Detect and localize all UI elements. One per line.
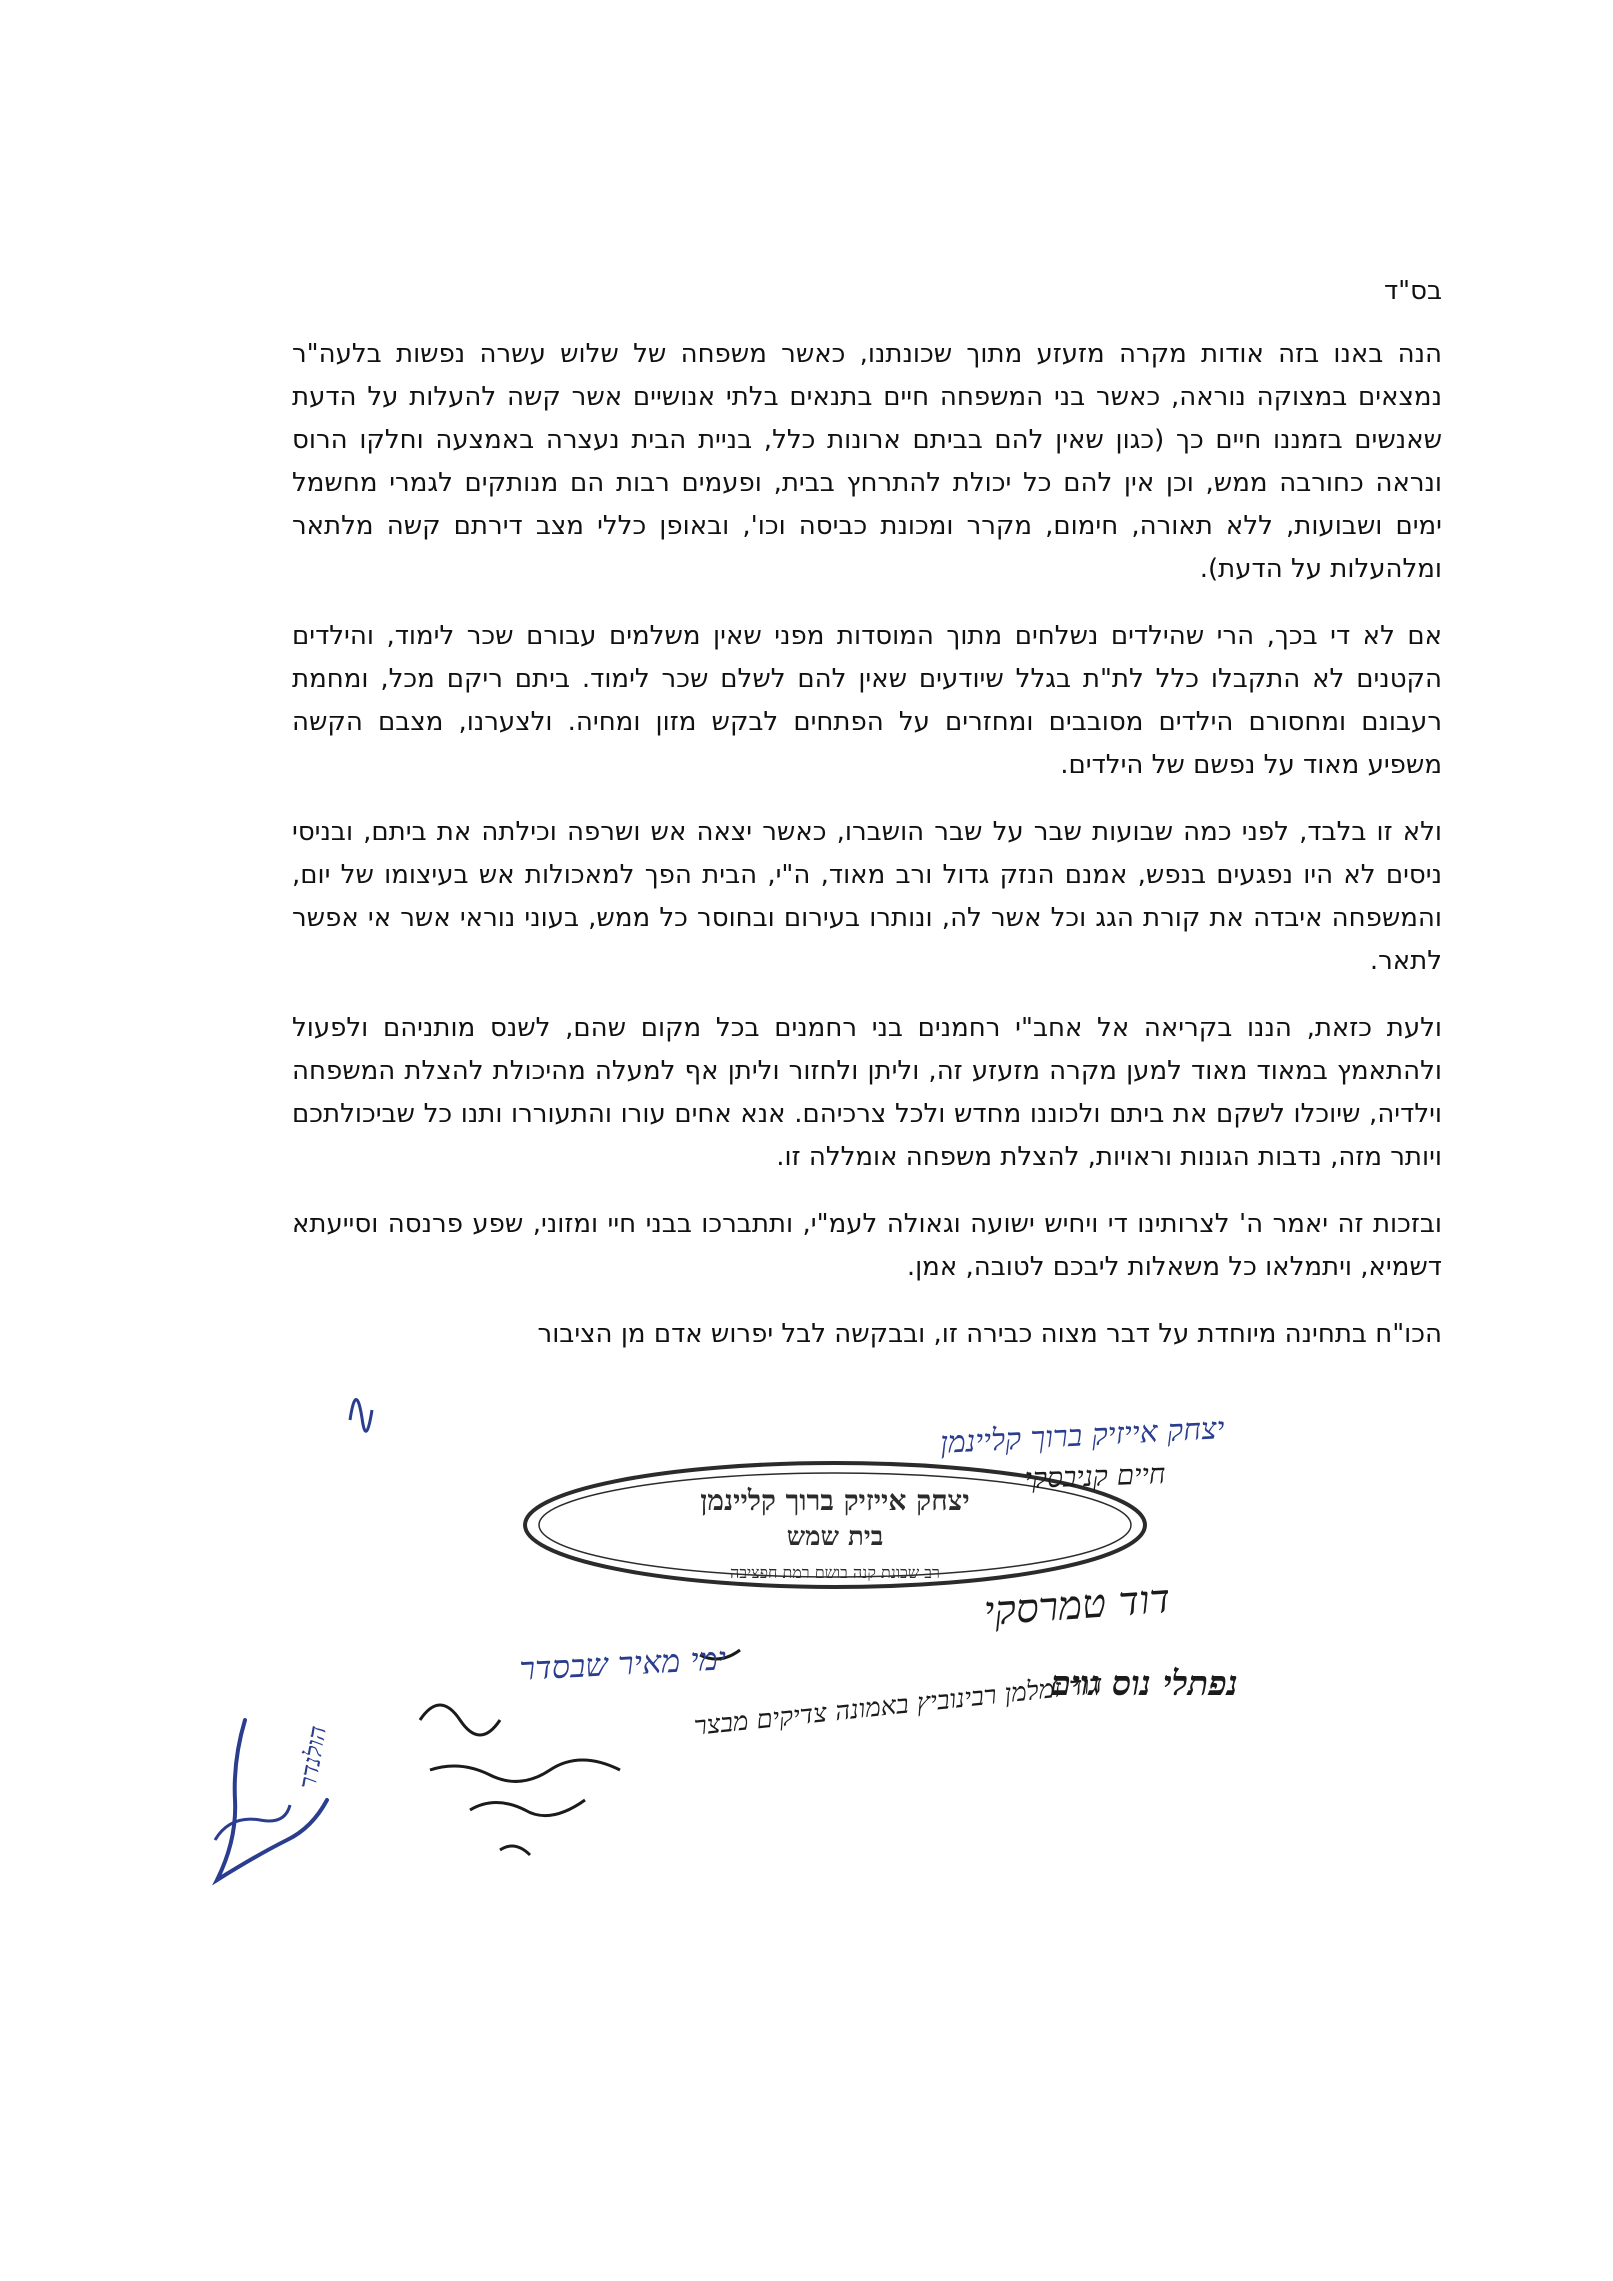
paragraph-5: ובזכות זה יאמר ה' לצרותינו די ויחיש ישועה וגאולה לעמ"י, ותתברכו בבני חיי ומזוני, שפע פרנסה וסייעתא דשמיא, ויתמלאו כל משאלות ליבכם לטובה, אמן. [292,1209,1442,1282]
signature-meir [518,1639,727,1688]
signature-kanievsky [1024,1457,1166,1495]
closing-line: הכו"ח בתחינה מיוחדת על דבר מצוה כבירה זו, ובבקשה לבל יפרוש אדם מן הציבור [537,1319,1442,1349]
signature-hollander [215,1720,332,1880]
signature-kleinman-text: יצחק אייזיק ברוך קליינמן [939,1411,1226,1461]
signature-kleinman-handwritten [350,1399,1226,1460]
paragraph-1: הנה באנו בזה אודות מקרה מזעזע מתוך שכונתנו, כאשר משפחה של שלוש עשרה נפשות בלעה"ר נמצאים במצוקה נוראה, כאשר בני המשפחה חיים בתנאים בלתי אנושיים אשר קשה להעלות על הדעת שאנשים בזמננו חיים כך (כגון שאין להם בביתם ארונות כלל, בניית הבית נעצרה באמצעה וחלקו הרוס ונראה כחורבה ממש, וכן אין להם כל יכולת להתרחץ בבית, ופעמים רבות הם מנותקים לגמרי מחשמל ימים ושבועות, ללא תאורה, חימום, מקרר ומכונת כביסה וכו', ובאופן כללי מצב דירתם קשה מלתאר ומלהעלות על הדעת). [292,339,1442,584]
signature-tamarsky [700,1576,1172,1659]
signature-hollander-text: הולנדר [293,1723,332,1792]
signature-flourish [350,1399,372,1431]
letter-body [292,270,1442,1356]
stamp-name: יצחק אייזיק ברוך קליינמן [700,1484,970,1517]
rabbi-stamp [525,1463,1145,1587]
signature-rabinovich-text: דוד זמלמן רבינוביץ באמונה צדיקים מבצר [692,1669,1105,1742]
signature-meir-text: ימי מאיר שבסדר [518,1639,728,1688]
paragraph-2: אם לא די בכך, הרי שהילדים נשלחים מתוך המוסדות מפני שאין משלמים עבורם שכר לימוד, והילדים הקטנים לא התקבלו כלל לת"ת בגלל שיודעים שאין להם לשלם שכר לימוד. ביתם ריקם מכל, ומחמת רעבונם ומחסורם הילדים מסובבים ומחזרים על הפתחים לבקש מזון ומחיה. ולצערנו, מצבם הקשה משפיע מאוד על נפשם של הילדים. [292,621,1442,780]
signature-kanievsky-text: חיים קניבסקי [1024,1457,1166,1495]
paragraph-3: ולא זו בלבד, לפני כמה שבועות שבר על שבר הושברו, כאשר יצאה אש ושרפה וכילתה את ביתם, ובניסי ניסים לא היו נפגעים בנפש, אמנם הנזק גדול ורב מאוד, ה"י, הבית הפך למאכולות אש בעיצומו של יום, והמשפחה איבדה את קורת הגג וכל אשר לה, ונותרו בעירום ובחוסר כל ממש, בעוני נוראי אשר אי אפשר לתאר. [292,817,1442,976]
signature-naftali [1050,1664,1238,1704]
signature-tamarsky-text: דוד טמרסקי [982,1576,1172,1635]
paragraph-4: ולעת כזאת, הננו בקריאה אל אחב"י רחמנים בני רחמנים בכל מקום שהם, לשנס מותניהם ולפעול ולהתאמץ במאוד מאוד למען מקרה מזעזע זה, וליתן ולחזור וליתן אף למעלה מהיכולת להצלת המשפחה וילדיה, שיוכלו לשקם את ביתם ולכוננו מחדש ולכל צרכיהם. אנא אחים עורו והתעוררו ותנו כל שביכולתכם ויותר מזה, נדבות הגונות וראויות, להצלת משפחה אומללה זו. [292,1013,1442,1172]
signature-naftali-text: נפתלי נוס גוים [1050,1664,1238,1704]
signature-rabinovich [420,1669,1104,1855]
stamp-city: בית שמש [786,1522,884,1552]
stamp-role: רב שכונת קנה בושם רמת חפציבה [730,1563,940,1582]
bsd-header: בס"ד [1383,276,1442,306]
